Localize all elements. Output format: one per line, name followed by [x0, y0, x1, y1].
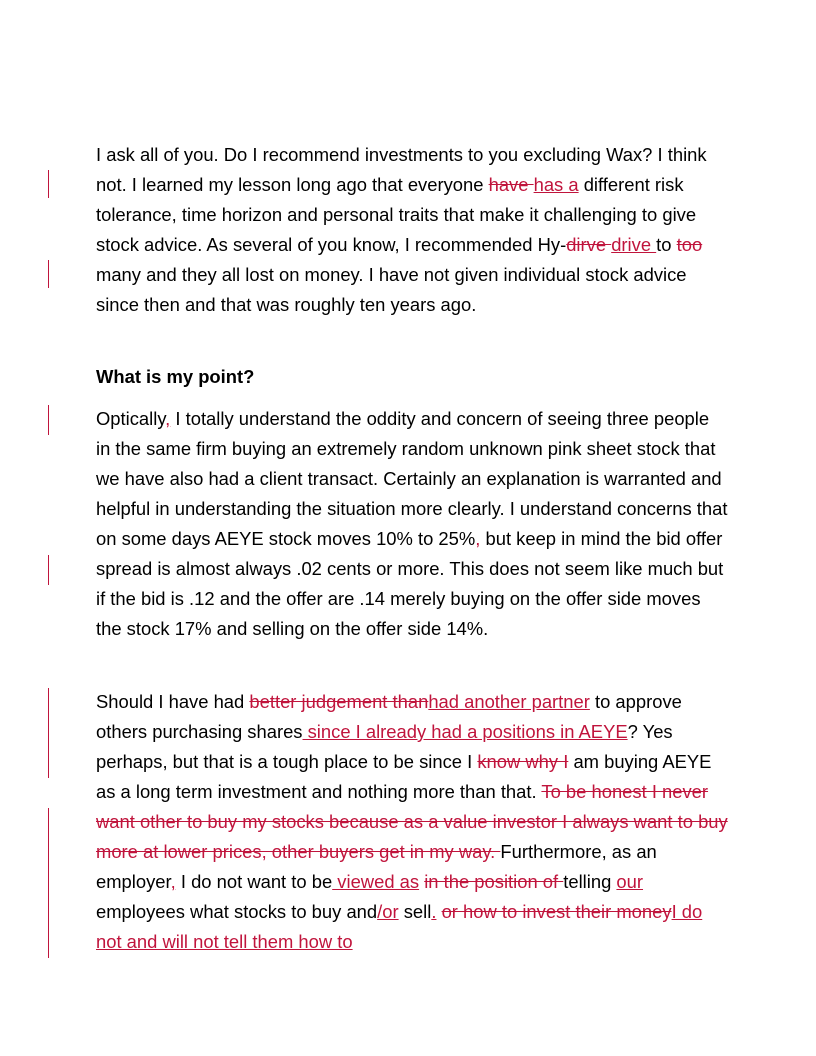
inserted-text: our: [616, 871, 644, 892]
change-bar: [48, 260, 49, 288]
body-text: to: [656, 234, 677, 255]
body-text: I do not want to be: [175, 871, 333, 892]
body-text: What is my point?: [96, 366, 255, 387]
body-text: am buying AEYE as a long term investment and nothing more than that.: [96, 751, 712, 802]
inserted-text: ,: [170, 871, 176, 892]
body-text: many and they all lost on money. I have not given individual stock advice since then and that was roughly ten years ago.: [96, 264, 687, 315]
paragraph-investment-advice: [96, 140, 728, 320]
body-text: Optically: [96, 408, 166, 429]
deleted-text: To be honest I never want other to buy my stocks because as a value investor I always want to buy more at lower prices, other buyers get in my way.: [96, 781, 728, 862]
change-bar: [48, 405, 49, 435]
paragraph-judgement: [96, 687, 728, 957]
body-text: to approve others purchasing shares: [96, 691, 682, 742]
body-text: telling: [563, 871, 617, 892]
inserted-text: drive: [611, 234, 657, 255]
inserted-text: I do not and will not tell them how to: [96, 901, 703, 952]
inserted-text: has a: [533, 174, 579, 195]
body-text: I totally understand the oddity and concern of seeing three people in the same firm buying an extremely random unknown pink sheet stock that we have also had a client transact. Certainly an explanation is warranted and helpful in understanding the situation more clearly. I understand concerns that on some days AEYE stock moves 10% to 25%: [96, 408, 728, 549]
section-heading: [96, 362, 728, 392]
paragraph-optics: [96, 404, 728, 644]
inserted-text: viewed as: [332, 871, 420, 892]
body-text: Should I have had: [96, 691, 250, 712]
change-bar: [48, 688, 49, 778]
body-text: employees what stocks to buy and: [96, 901, 378, 922]
deleted-text: or how to invest their money: [441, 901, 672, 922]
inserted-text: ,: [475, 528, 481, 549]
body-text: sell: [398, 901, 432, 922]
inserted-text: /or: [377, 901, 399, 922]
deleted-text: have: [488, 174, 534, 195]
deleted-text: dirve: [566, 234, 612, 255]
inserted-text: had another partner: [428, 691, 590, 712]
inserted-text: since I already had a positions in AEYE: [302, 721, 628, 742]
inserted-text: ,: [165, 408, 171, 429]
body-text: I ask all of you. Do I recommend investments to you excluding Wax? I think not. I learned my lesson long ago that everyone: [96, 144, 707, 195]
deleted-text: too: [676, 234, 703, 255]
body-text: ? Yes perhaps, but that is a tough place to be since I: [96, 721, 673, 772]
body-text: different risk tolerance, time horizon and personal traits that make it challenging to give stock advice. As several of you know, I recommended Hy-: [96, 174, 697, 255]
deleted-text: know why I: [477, 751, 569, 772]
change-bar: [48, 808, 49, 958]
body-text: but keep in mind the bid offer spread is almost always .02 cents or more. This does not seem like much but if the bid is .12 and the offer are .14 merely buying on the offer side moves the stock 17% and selling on the offer side 14%.: [96, 528, 724, 639]
body-text: Furthermore, as an employer: [96, 841, 657, 892]
deleted-text: in the position of: [424, 871, 564, 892]
deleted-text: better judgement than: [249, 691, 429, 712]
change-bar: [48, 555, 49, 585]
change-bar: [48, 170, 49, 198]
inserted-text: .: [431, 901, 437, 922]
